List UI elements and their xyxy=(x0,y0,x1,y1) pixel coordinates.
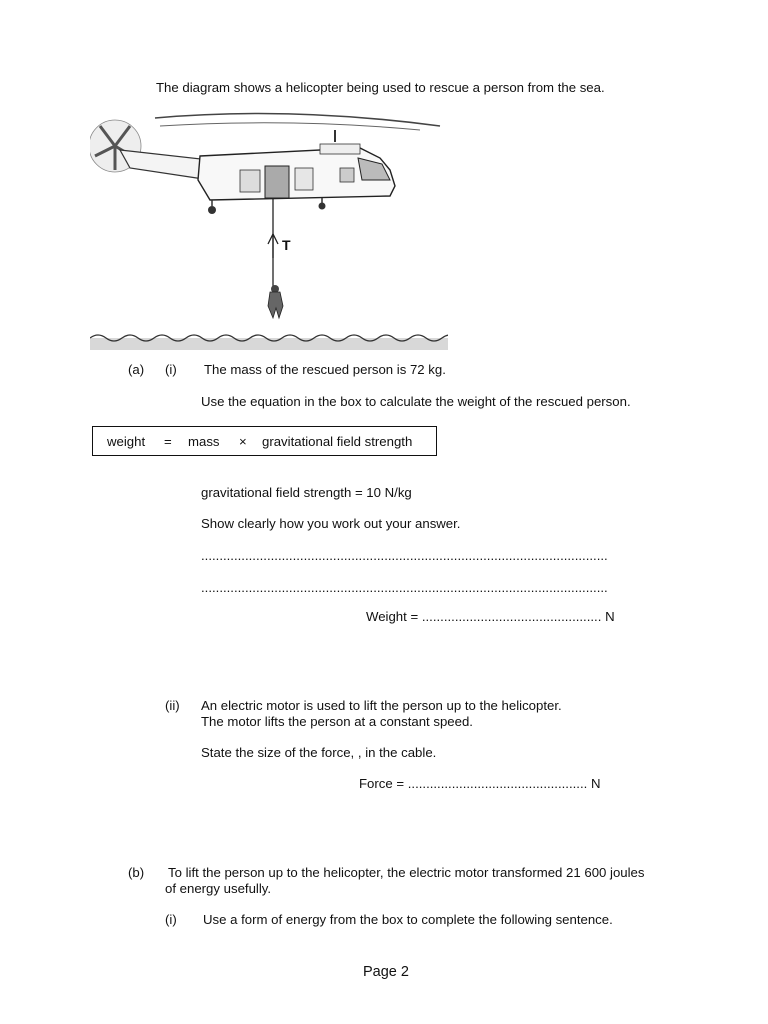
equation-weight: weight xyxy=(107,434,146,449)
force-question: State the size of the force, , in the cable. xyxy=(201,745,437,760)
force-unit: N xyxy=(590,776,601,791)
force-answer-dots: ................................................. xyxy=(407,776,588,791)
intro-text: The diagram shows a helicopter being used to rescue a person from the sea. xyxy=(156,80,605,95)
part-b-text-2: of energy usefully. xyxy=(165,881,272,896)
instruction-text: Use the equation in the box to calculate the weight of the rescued person. xyxy=(201,394,631,409)
force-answer-line xyxy=(359,776,601,792)
motor-text-1: An electric motor is used to lift the person up to the helicopter. xyxy=(201,698,562,713)
part-b-label: (b) xyxy=(128,865,145,880)
part-a-label: (a) xyxy=(128,362,145,377)
motor-text-2: The motor lifts the person at a constant speed. xyxy=(201,714,473,729)
working-line-2: ............................................................................................................... xyxy=(201,580,608,595)
force-answer-label: Force = xyxy=(359,776,408,791)
equation-mass: mass xyxy=(188,434,220,449)
helicopter-diagram xyxy=(90,108,448,350)
gfs-text: gravitational field strength = 10 N/kg xyxy=(201,485,412,500)
part-a-i-label: (i) xyxy=(165,362,177,377)
weight-answer-dots: ................................................. xyxy=(421,609,602,624)
show-work-text: Show clearly how you work out your answer. xyxy=(201,516,461,531)
weight-answer-label: Weight = xyxy=(366,609,422,624)
part-b-i-text: Use a form of energy from the box to complete the following sentence. xyxy=(203,912,613,927)
equation-gfs: gravitational field strength xyxy=(262,434,413,449)
tension-label: T xyxy=(282,237,291,253)
page-number: Page 2 xyxy=(363,964,409,980)
working-line-1: ............................................................................................................... xyxy=(201,548,608,563)
weight-answer-line xyxy=(366,609,615,625)
equation-box xyxy=(92,426,437,456)
equation-equals: = xyxy=(164,434,172,449)
equation-times: × xyxy=(239,434,247,449)
part-a-ii-label: (ii) xyxy=(165,698,180,713)
mass-text: The mass of the rescued person is 72 kg. xyxy=(204,362,446,377)
part-b-i-label: (i) xyxy=(165,912,177,927)
weight-unit: N xyxy=(605,609,615,624)
part-b-text-1: To lift the person up to the helicopter, the electric motor transformed 21 600 joules xyxy=(168,865,645,880)
